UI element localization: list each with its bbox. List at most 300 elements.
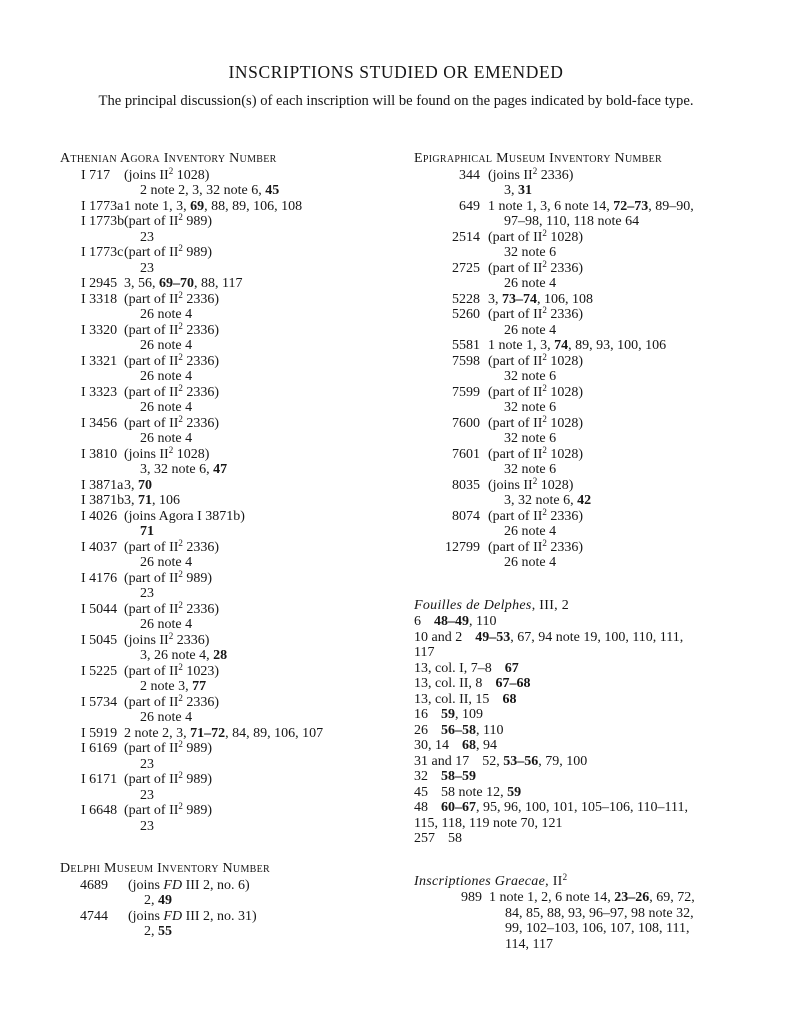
text-run: (joins II <box>124 632 169 648</box>
page-title: INSCRIPTIONS STUDIED OR EMENDED <box>228 62 564 82</box>
text-run: 2336) <box>182 539 220 555</box>
text-run: 2, <box>144 893 158 908</box>
entry-line <box>124 772 380 788</box>
left-column <box>60 151 380 967</box>
entry-line <box>128 924 380 940</box>
text-run: (joins II <box>124 446 169 462</box>
entry-line <box>441 785 521 800</box>
index-entry <box>414 537 744 571</box>
entry-pages <box>448 831 462 846</box>
text-run: 2 note 2, 3, <box>124 725 191 741</box>
section-heading-rest: , III, 2 <box>531 597 570 613</box>
index-entry <box>414 338 744 354</box>
entry-pages <box>124 289 380 323</box>
text-run: (part of II <box>488 539 543 555</box>
entry-pages <box>488 444 744 478</box>
section-heading <box>414 598 744 614</box>
text-run: (part of II <box>124 415 179 431</box>
entry-pages <box>124 630 380 664</box>
text-run: III 2, no. 31) <box>182 908 257 924</box>
principal-page: 59 <box>441 707 455 722</box>
text-run: 26 note 4 <box>140 617 193 632</box>
principal-page: 60–67 <box>441 800 476 815</box>
entry-line <box>124 757 380 773</box>
entry-line <box>124 788 380 804</box>
superscript: 2 <box>178 692 183 703</box>
entry-number: 649 <box>459 198 480 214</box>
entry-pages <box>124 493 380 509</box>
text-run: 26 note 4 <box>140 431 193 446</box>
text-run: (joins Agora I 3871b) <box>124 508 245 524</box>
text-run: , 95, 96, 100, 101, 105–106, 110–111, <box>476 800 688 815</box>
index-entry <box>60 245 380 276</box>
text-run: (part of II <box>488 260 543 276</box>
entry-line <box>488 413 744 432</box>
index-entry <box>60 382 380 416</box>
superscript: 2 <box>542 351 547 362</box>
entry-number: 10 and 2 <box>414 629 463 645</box>
entry-line <box>434 614 496 629</box>
superscript: 2 <box>168 630 174 641</box>
entry-pages <box>488 351 744 385</box>
entry-number: I 1773b <box>81 214 125 229</box>
entry-number: 7598 <box>452 353 480 369</box>
entry-number: 8074 <box>452 508 480 524</box>
index-entry <box>60 568 380 602</box>
text-run: (joins <box>128 877 164 893</box>
entry-line <box>124 462 380 478</box>
entry-pages <box>124 165 380 199</box>
entry-pages <box>488 382 744 416</box>
section-epigraphical-museum <box>414 151 744 571</box>
principal-page: 55 <box>158 924 172 939</box>
entry-list <box>60 878 380 940</box>
entry-pages <box>488 307 744 338</box>
text-run: 26 note 4 <box>504 555 557 570</box>
text-run: (part of II <box>488 307 543 322</box>
text-run: 84, 85, 88, 93, 96–97, 98 note 32, <box>505 905 694 921</box>
entry-line <box>488 276 744 292</box>
entry-pages <box>482 754 587 769</box>
text-run: 58 <box>448 831 462 846</box>
entry-line <box>482 754 587 769</box>
index-entry <box>414 692 744 708</box>
entry-pages <box>488 227 744 261</box>
entry-pages <box>124 320 380 354</box>
entry-line <box>124 431 380 447</box>
entry-pages <box>488 475 744 509</box>
principal-page: 67 <box>504 660 519 676</box>
entry-list <box>414 614 744 847</box>
index-entry <box>414 165 744 199</box>
index-entry <box>414 227 744 261</box>
entry-pages <box>488 258 744 292</box>
entry-pages <box>124 276 380 292</box>
index-entry <box>414 614 744 630</box>
text-run: (part of II <box>124 291 179 307</box>
section-heading: Epigraphical Museum Inventory Number <box>414 151 663 166</box>
entry-pages <box>502 692 516 707</box>
text-run: 26 note 4 <box>140 307 193 322</box>
section-heading-italic: Fouilles de Delphes <box>414 597 532 613</box>
entry-number: 7599 <box>452 384 480 400</box>
text-run: , 88, 89, 106, 108 <box>204 198 303 214</box>
index-entry <box>60 726 380 742</box>
entry-number: 16 <box>414 707 428 722</box>
section-heading-rest: , II <box>545 873 563 889</box>
index-entry <box>414 769 744 785</box>
page-subtitle: The principal discussion(s) of each inscription will be found on the pages indicated by bold-face type. <box>98 93 694 109</box>
text-run: 23 <box>140 756 154 772</box>
entry-line <box>502 692 516 707</box>
entry-line <box>124 661 380 680</box>
entry-number: 13, col. II, 15 <box>414 691 490 707</box>
entry-line <box>441 723 503 738</box>
superscript: 2 <box>178 770 183 780</box>
text-run: (joins II <box>488 477 533 493</box>
superscript: 2 <box>542 305 547 315</box>
index-entry <box>414 307 744 338</box>
text-run: , 89–90, <box>648 198 694 214</box>
entry-line <box>448 831 462 846</box>
entry-number: 989 <box>461 890 482 905</box>
text-run: , 110 <box>469 614 497 629</box>
entry-line <box>488 338 744 354</box>
text-run: (part of II <box>124 694 179 710</box>
text-run: 23 <box>140 818 154 834</box>
text-run: 26 note 4 <box>140 555 193 570</box>
entry-pages <box>124 199 380 215</box>
entry-line <box>124 369 380 385</box>
text-run: 1 note 1, 3, <box>124 198 191 214</box>
superscript: 2 <box>168 444 174 455</box>
index-entry <box>414 800 744 816</box>
index-entry <box>414 754 744 770</box>
entry-line <box>128 878 380 894</box>
entry-pages <box>434 614 496 629</box>
entry-pages <box>441 769 476 784</box>
section-heading-italic: Inscriptiones Graecae <box>414 873 546 889</box>
text-run: (part of II <box>488 508 543 524</box>
principal-page: 58–59 <box>441 769 476 784</box>
superscript: 2 <box>178 320 183 331</box>
entry-line <box>124 307 380 323</box>
index-entry <box>60 320 380 354</box>
entry-line <box>475 630 683 645</box>
section-heading: Athenian Agora Inventory Number <box>60 151 277 166</box>
entry-line <box>488 183 744 199</box>
entry-number: 7601 <box>452 446 480 462</box>
text-run: (joins II <box>124 167 169 183</box>
index-entry <box>60 509 380 540</box>
section-heading: Delphi Museum Inventory Number <box>60 861 270 876</box>
entry-line <box>124 599 380 618</box>
entry-number: 257 <box>414 831 435 846</box>
text-run: 32 note 6 <box>504 400 557 415</box>
entry-number: 13, col. II, 8 <box>414 676 483 691</box>
text-run: 1028) <box>546 446 584 462</box>
text-run: 32 note 6 <box>504 462 557 477</box>
superscript: 2 <box>542 227 547 238</box>
entry-pages <box>488 413 744 447</box>
principal-page: 31 <box>518 183 532 198</box>
entry-line <box>124 630 380 649</box>
text-run: 26 note 4 <box>140 710 193 725</box>
principal-page: 71 <box>140 524 154 539</box>
superscript: 2 <box>542 506 547 517</box>
text-run: 2336) <box>546 539 584 555</box>
entry-line <box>488 555 744 571</box>
entry-line <box>124 509 380 525</box>
entry-number: 12799 <box>445 539 480 555</box>
entry-number: 45 <box>414 784 428 800</box>
entry-pages <box>441 723 503 738</box>
entry-line <box>124 214 380 230</box>
text-run: 1028) <box>537 477 574 493</box>
superscript: 2 <box>178 739 183 749</box>
entry-pages <box>128 909 380 940</box>
text-run: 58 note 12, <box>441 784 508 800</box>
entry-pages <box>124 413 380 447</box>
section-heading-sup: 2 <box>562 871 568 882</box>
entry-line <box>489 890 744 906</box>
text-run: (joins II <box>488 167 533 183</box>
text-run: 989) <box>182 741 213 756</box>
index-entry <box>60 692 380 726</box>
entry-pages <box>124 803 380 834</box>
entry-number: I 3871a <box>81 477 124 493</box>
index-entry <box>60 803 380 834</box>
entry-number: 26 <box>414 722 428 738</box>
text-run: 2336) <box>182 694 220 710</box>
text-run: 2336) <box>182 601 220 617</box>
text-run: 3, 56, <box>124 276 159 291</box>
text-run: 2 note 3, <box>140 679 193 694</box>
entry-pages <box>124 214 380 245</box>
entry-line <box>124 692 380 711</box>
entry-line <box>488 227 744 246</box>
entry-line <box>488 165 744 184</box>
entry-line <box>488 537 744 556</box>
text-run: 2336) <box>182 384 220 400</box>
entry-number: I 1773c <box>81 245 124 260</box>
text-run: (part of II <box>124 245 179 260</box>
index-entry <box>60 289 380 323</box>
text-run: 3, 32 note 6, <box>504 493 578 508</box>
entry-number: I 3456 <box>81 415 118 431</box>
entry-number: I 5045 <box>81 632 118 648</box>
text-run: (part of II <box>488 446 543 462</box>
entry-number: I 4037 <box>81 539 118 555</box>
entry-line <box>124 524 380 540</box>
entry-pages <box>124 772 380 803</box>
entry-line <box>488 444 744 463</box>
superscript: 2 <box>178 243 183 253</box>
text-run: 26 note 4 <box>140 400 193 415</box>
text-run: , 79, 100 <box>538 753 588 769</box>
entry-line <box>489 937 744 953</box>
entry-pages <box>488 199 744 230</box>
text-run: 2336) <box>182 353 220 369</box>
principal-page: 47 <box>213 462 228 477</box>
entry-number: 32 <box>414 769 428 784</box>
entry-list <box>60 165 380 835</box>
text-run: 2336) <box>173 632 210 648</box>
principal-page: 72–73 <box>613 198 649 214</box>
text-run: 989) <box>182 772 213 787</box>
superscript: 2 <box>178 351 183 362</box>
principal-page: 42 <box>577 493 592 508</box>
entry-pages <box>489 890 744 952</box>
text-run: (part of II <box>124 214 179 229</box>
text-run: 1 note 1, 2, 6 note 14, <box>489 890 615 905</box>
entry-line <box>488 323 744 339</box>
entry-line <box>488 462 744 478</box>
index-entry <box>60 772 380 803</box>
entry-line <box>488 524 744 540</box>
principal-page: 71–72 <box>190 725 226 741</box>
index-entry <box>60 741 380 772</box>
text-run: (joins <box>128 908 164 924</box>
index-entry <box>414 292 744 308</box>
entry-number: 5260 <box>452 307 480 322</box>
entry-number: I 3871b <box>81 493 125 508</box>
entry-number: 31 and 17 <box>414 753 470 769</box>
text-run: (part of II <box>124 570 179 586</box>
text-run: 23 <box>140 260 154 276</box>
text-run: 3, 26 note 4, <box>140 648 214 663</box>
text-run: 2336) <box>182 415 220 431</box>
entry-pages <box>441 707 483 722</box>
entry-pages <box>124 382 380 416</box>
superscript: 2 <box>178 413 183 424</box>
index-entry <box>60 351 380 385</box>
entry-number: I 717 <box>81 167 111 183</box>
entry-line <box>488 307 744 323</box>
text-run: 1 note 1, 3, <box>488 338 555 353</box>
superscript: 2 <box>178 382 183 393</box>
entry-line <box>124 261 380 277</box>
entry-line <box>124 276 380 292</box>
entry-pages <box>124 245 380 276</box>
entry-line <box>124 586 380 602</box>
text-run: 1028) <box>546 353 584 369</box>
principal-page: 67–68 <box>495 676 531 691</box>
index-entry <box>414 831 744 847</box>
superscript: 2 <box>178 212 183 222</box>
entry-number: I 1773a <box>81 198 124 214</box>
entry-pages <box>124 568 380 602</box>
entry-line <box>124 444 380 463</box>
entry-line <box>488 475 744 494</box>
entry-line <box>124 199 380 215</box>
entry-line <box>488 351 744 370</box>
entry-pages <box>124 599 380 633</box>
entry-line <box>124 230 380 246</box>
entry-pages <box>124 741 380 772</box>
section-inscriptiones-graecae <box>414 871 744 953</box>
entry-pages <box>488 338 744 354</box>
text-run: , 84, 89, 106, 107 <box>225 725 324 741</box>
section-athenian-agora <box>60 151 380 834</box>
entry-line <box>124 710 380 726</box>
entry-line <box>488 214 744 230</box>
text-run: FD <box>163 877 183 893</box>
entry-line <box>488 506 744 525</box>
entry-line <box>124 338 380 354</box>
entry-number: I 6648 <box>81 803 118 818</box>
text-run: , 88, 117 <box>194 276 243 291</box>
index-entry <box>414 506 744 540</box>
index-entry <box>60 878 380 909</box>
superscript: 2 <box>168 165 174 176</box>
text-run: 99, 102–103, 106, 107, 108, 111, <box>505 921 690 936</box>
text-run: 97–98, 110, 118 note 64 <box>504 214 640 229</box>
superscript: 2 <box>178 599 183 610</box>
entry-number: 5581 <box>452 338 480 353</box>
entry-line <box>488 199 744 215</box>
index-entry <box>60 493 380 509</box>
entry-number: I 3810 <box>81 446 118 462</box>
entry-line <box>124 320 380 339</box>
text-run: 52, <box>482 753 504 769</box>
text-run: 989) <box>182 214 213 229</box>
text-run: 2336) <box>546 307 584 322</box>
entry-line <box>488 382 744 401</box>
text-run: 26 note 4 <box>140 338 193 353</box>
index-entry <box>60 599 380 633</box>
entry-number: 13, col. I, 7–8 <box>414 660 492 676</box>
superscript: 2 <box>532 475 538 486</box>
entry-number: 6 <box>414 614 421 629</box>
index-entry <box>60 661 380 695</box>
entry-line <box>124 493 380 509</box>
index-entry <box>414 630 744 646</box>
text-run: 3, <box>488 291 502 307</box>
entry-number: 344 <box>459 167 480 183</box>
entry-pages <box>124 444 380 478</box>
text-run: III 2, no. 6) <box>182 877 250 893</box>
superscript: 2 <box>178 568 183 579</box>
index-entry <box>414 444 744 478</box>
entry-pages <box>488 506 744 540</box>
index-entry <box>60 444 380 478</box>
principal-page: 71 <box>138 493 152 508</box>
index-entry <box>414 199 744 230</box>
entry-line <box>128 909 380 925</box>
index-entry <box>60 413 380 447</box>
text-run: 1 note 1, 3, 6 note 14, <box>488 198 614 214</box>
text-run: , 67, 94 note 19, 100, 110, 111, <box>510 629 684 645</box>
entry-pages <box>124 726 380 742</box>
principal-page: 77 <box>192 679 207 694</box>
text-run: 3, 32 note 6, <box>140 462 214 477</box>
entry-continuation: 115, 118, 119 note 70, 121 <box>414 815 563 831</box>
principal-page: 69–70 <box>159 276 194 291</box>
text-run: 1028) <box>546 229 584 245</box>
entry-line <box>462 738 497 753</box>
entry-line <box>441 800 688 815</box>
principal-page: 49 <box>158 893 172 908</box>
principal-page: 45 <box>265 183 280 198</box>
superscript: 2 <box>542 444 547 455</box>
text-run: 2336) <box>182 291 220 307</box>
index-entry <box>414 707 744 723</box>
index-entry <box>60 909 380 940</box>
principal-page: 73–74 <box>502 291 537 307</box>
superscript: 2 <box>542 258 547 269</box>
superscript: 2 <box>178 661 183 672</box>
